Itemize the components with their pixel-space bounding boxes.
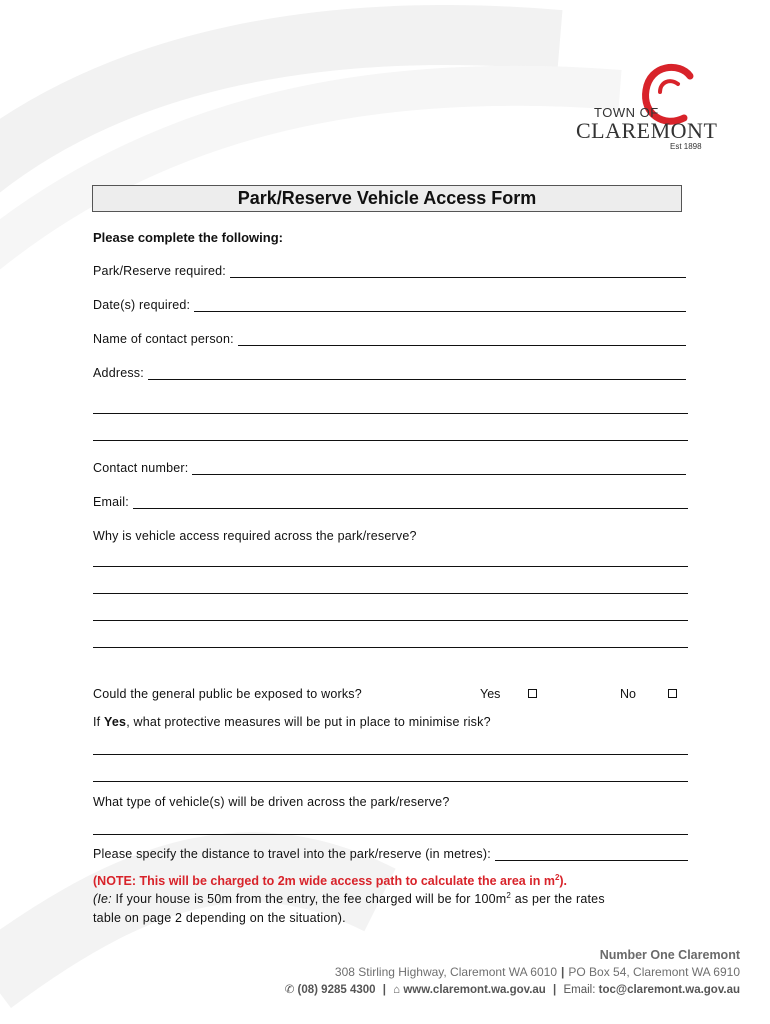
web-icon: ⌂ [393,984,401,996]
yes-label: Yes [480,687,501,701]
footer-contact-line [285,982,740,996]
no-checkbox[interactable] [668,689,677,698]
vehicle-type-answer-line[interactable] [93,834,688,835]
footer-website-link[interactable]: www.claremont.wa.gov.au [403,984,546,996]
protective-answer-line-1[interactable] [93,754,688,755]
footer-separator: | [561,965,565,979]
footer [285,948,740,996]
if-yes-bold: Yes [104,715,127,729]
if-text: If [93,715,105,729]
protective-answer-line-2[interactable] [93,781,688,782]
contact-name-field-row [93,332,686,346]
footer-phone[interactable]: (08) 9285 4300 [297,984,376,996]
address-line-2[interactable] [93,413,688,414]
footer-address-line [285,965,740,979]
form-title: Park/Reserve Vehicle Access Form [92,185,682,212]
protective-measures-text: , what protective measures will be put in place to minimise risk? [126,715,491,729]
address-line-3[interactable] [93,440,688,441]
footer-street-address: 308 Stirling Highway, Claremont WA 6010 [334,965,557,979]
contact-number-input-line[interactable] [192,461,686,475]
note-example-line-2: table on page 2 depending on the situation). [93,911,346,925]
park-field-row [93,264,686,278]
protective-measures-question [93,715,491,729]
park-input-line[interactable] [230,264,686,278]
note-ie: (Ie: [93,892,112,906]
footer-org: Number One Claremont [599,948,740,962]
note-charge-text: (NOTE: This will be charged to 2m wide access path to calculate the area in m [93,874,555,888]
why-answer-line-4[interactable] [93,647,688,648]
email-label: Email: [93,495,129,509]
dates-label: Date(s) required: [93,298,191,312]
park-label: Park/Reserve required: [93,264,226,278]
vehicle-type-question: What type of vehicle(s) will be driven across the park/reserve? [93,795,450,809]
no-label: No [620,687,636,701]
address-label: Address: [93,366,144,380]
why-question: Why is vehicle access required across the park/reserve? [93,529,417,543]
footer-email-label: Email: [563,984,596,996]
note-example-end: as per the rates [511,892,605,906]
note-example-sup: 2 [506,890,512,900]
logo-town-of: TOWN OF [594,105,659,120]
note-example-text: If your house is 50m from the entry, the fee charged will be for 100m [111,892,507,906]
note-charge-sup: 2 [554,872,560,882]
contact-number-label: Contact number: [93,461,189,475]
contact-number-field-row [93,461,686,475]
logo-est: Est 1898 [670,142,702,151]
dates-field-row [93,298,686,312]
why-answer-line-3[interactable] [93,620,688,621]
note-charge-end: ). [559,874,568,888]
distance-field-row [93,847,688,861]
address-field-row [93,366,686,380]
email-field-row [93,495,688,509]
footer-po-box: PO Box 54, Claremont WA 6910 [568,965,740,979]
why-answer-line-2[interactable] [93,593,688,594]
contact-name-input-line[interactable] [238,332,686,346]
contact-name-label: Name of contact person: [93,332,234,346]
email-input-line[interactable] [133,495,688,509]
footer-separator: | [553,984,557,996]
why-answer-line-1[interactable] [93,566,688,567]
form-intro: Please complete the following: [93,230,283,245]
address-input-line[interactable] [148,366,686,380]
note-charge [93,874,567,888]
note-example-line-1 [93,892,605,906]
phone-icon: ✆ [284,984,295,996]
distance-input-line[interactable] [495,847,688,861]
dates-input-line[interactable] [194,298,686,312]
footer-email-link[interactable]: toc@claremont.wa.gov.au [598,984,740,996]
footer-separator: | [382,984,386,996]
yes-checkbox[interactable] [528,689,537,698]
town-logo [576,60,718,155]
distance-label: Please specify the distance to travel into the park/reserve (in metres): [93,847,491,861]
public-exposure-question: Could the general public be exposed to works? [93,687,362,701]
logo-claremont: CLAREMONT [576,118,718,143]
